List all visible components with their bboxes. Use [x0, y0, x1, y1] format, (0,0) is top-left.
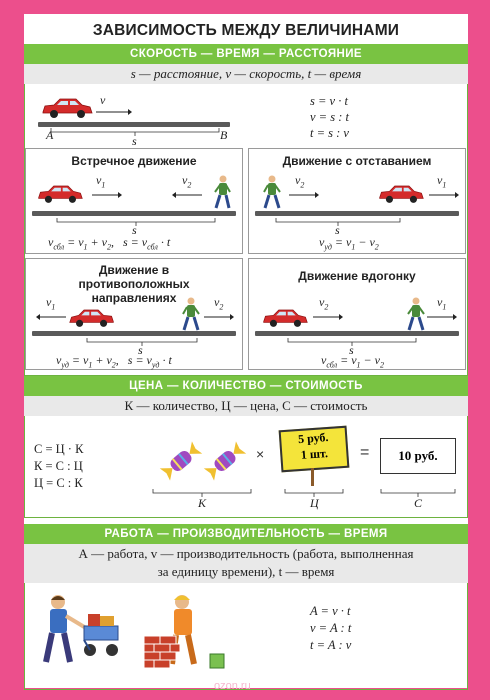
car-opposite-icon	[68, 307, 116, 329]
walker-oncoming-icon	[212, 175, 232, 211]
catchup-v1-label: $v_2$	[319, 295, 329, 312]
box-catchup-title: Движение вдогонку	[298, 269, 416, 283]
cost-label: С	[414, 496, 423, 510]
oncoming-v1-arrow	[92, 191, 122, 199]
formula-s: s = v · t	[310, 94, 348, 108]
watermark-text: ozon.ru	[214, 680, 251, 692]
opposite-v1-arrow	[36, 313, 66, 321]
formula-t: t = s : v	[310, 126, 349, 140]
oncoming-formula: $v_{сбл} = v_1 + v_2$, $s = v_{сбл} \cdot t$	[48, 235, 171, 252]
oncoming-distance-label: s	[132, 223, 137, 237]
work-legend-line1: А — работа, v — производительность (работа, выполненная	[78, 546, 414, 561]
car-lagging-icon	[377, 183, 425, 205]
catchup-v2-arrow	[427, 313, 457, 321]
car-oncoming-icon	[36, 183, 84, 205]
lagging-distance-label: s	[335, 223, 340, 237]
total-cost-board	[380, 438, 456, 474]
bricklayer-icon	[142, 592, 238, 674]
price-label: Ц	[310, 496, 319, 510]
candy-icon	[156, 436, 206, 486]
lagging-v2-arrow	[429, 191, 459, 199]
main-velocity-arrow	[96, 108, 132, 116]
main-distance-label: s	[132, 134, 137, 148]
section-speed-legend	[24, 64, 468, 84]
oncoming-v1-label: $v_1$	[96, 173, 106, 190]
work-formula-a: A = v · t	[310, 604, 351, 618]
quantity-label: К	[198, 496, 206, 510]
opposite-v2-arrow	[204, 313, 234, 321]
opposite-formula: $v_{уд} = v_1 + v_2$, $s = v_{уд} \cdot t$	[56, 353, 172, 370]
lagging-v1-label: $v_2$	[295, 173, 305, 190]
opposite-road	[32, 331, 236, 336]
lagging-road	[255, 211, 459, 216]
catchup-formula: $v_{сбл} = v_1 - v_2$	[321, 353, 384, 370]
section-speed-header: СКОРОСТЬ — ВРЕМЯ — РАССТОЯНИЕ	[24, 44, 468, 64]
poster-title: ЗАВИСИМОСТЬ МЕЖДУ ВЕЛИЧИНАМИ	[92, 22, 400, 39]
price-sign-line2: 1 шт.	[300, 446, 329, 462]
equals-sign: =	[360, 444, 370, 461]
oncoming-v2-arrow	[172, 191, 202, 199]
formula-v: v = s : t	[310, 110, 349, 124]
walker-opposite-icon	[182, 297, 202, 333]
worker-cart-icon	[36, 592, 126, 672]
car-main-icon	[40, 96, 94, 120]
work-legend-line2: за единицу времени), t — время	[157, 564, 335, 579]
catchup-road	[255, 331, 459, 336]
speed-legend-text: s — расстояние, v — скорость, t — время	[130, 66, 362, 81]
walker-catchup-icon	[405, 297, 425, 333]
work-formula-v: v = A : t	[310, 621, 352, 635]
main-velocity-label: v	[100, 93, 106, 107]
price-formula-ts: Ц = С : К	[34, 476, 83, 490]
candy-icon	[200, 436, 250, 486]
times-sign: ×	[256, 446, 265, 462]
lagging-formula: $v_{уд} = v_1 - v_2$	[319, 235, 379, 252]
section-work-legend	[24, 544, 468, 583]
box-lagging-title: Движение с отставанием	[282, 154, 432, 168]
box-catchup-motion	[248, 258, 466, 370]
price-sign-line1: 5 руб.	[297, 429, 329, 447]
opposite-v1-label: $v_1$	[46, 295, 56, 312]
point-b-label: B	[220, 128, 228, 142]
point-a-label: A	[46, 128, 54, 142]
price-formula-k: К = С : Ц	[34, 459, 83, 473]
opposite-distance-label: s	[138, 343, 143, 357]
price-sign-board	[279, 426, 350, 473]
price-sign-post	[311, 468, 314, 486]
car-catchup-icon	[261, 307, 309, 329]
catchup-v2-label: $v_1$	[437, 295, 447, 312]
box-oncoming-title: Встречное движение	[71, 154, 197, 168]
oncoming-road	[32, 211, 236, 216]
box-lagging-motion	[248, 148, 466, 254]
catchup-distance-label: s	[349, 343, 354, 357]
section-price-header: ЦЕНА — КОЛИЧЕСТВО — СТОИМОСТЬ	[24, 376, 468, 396]
section-price-legend	[24, 396, 468, 416]
walker-lagging-icon	[263, 175, 283, 211]
box-oncoming-motion	[25, 148, 243, 254]
poster-sheet	[24, 14, 468, 688]
catchup-v1-arrow	[313, 313, 343, 321]
work-formula-t: t = A : v	[310, 638, 352, 652]
box-opposite-title: Движение в противоположных направлениях	[78, 263, 190, 305]
opposite-v2-label: $v_2$	[214, 295, 224, 312]
price-legend-text: К — количество, Ц — цена, С — стоимость	[124, 398, 368, 413]
oncoming-v2-label: $v_2$	[182, 173, 192, 190]
total-cost-text: 10 руб.	[398, 448, 438, 463]
lagging-v2-label: $v_1$	[437, 173, 447, 190]
price-formula-c: С = Ц · К	[34, 442, 84, 456]
box-opposite-motion	[25, 258, 243, 370]
section-work-header: РАБОТА — ПРОИЗВОДИТЕЛЬНОСТЬ — ВРЕМЯ	[24, 524, 468, 544]
lagging-v1-arrow	[289, 191, 319, 199]
